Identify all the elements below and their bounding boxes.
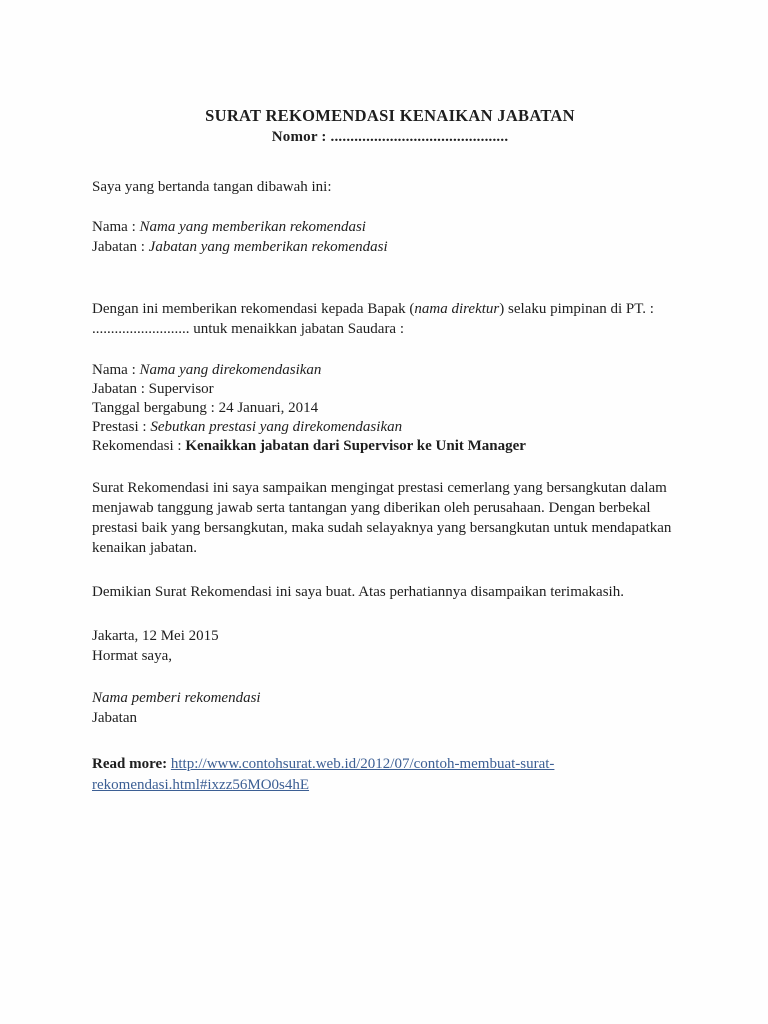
document-title: SURAT REKOMENDASI KENAIKAN JABATAN xyxy=(205,106,575,125)
nomor-dotted-blank: ............................................. xyxy=(330,129,509,145)
read-more-line xyxy=(92,754,688,796)
tanggal-label: Tanggal bergabung : xyxy=(92,400,219,416)
candidate-join-date-line xyxy=(92,399,688,418)
candidate-recommendation-line xyxy=(92,437,688,456)
jabatan-label: Jabatan : xyxy=(92,239,149,255)
candidate-jabatan-value: Supervisor xyxy=(148,381,214,397)
candidate-nama-value: Nama yang direkomendasikan xyxy=(139,362,322,378)
intro-text-2: ) selaku pimpinan di PT. : xyxy=(499,301,654,317)
candidate-nama-label: Nama : xyxy=(92,362,140,378)
intro-text-3: untuk menaikkan jabatan Saudara : xyxy=(193,321,405,337)
candidate-identity-block xyxy=(92,361,688,456)
closing-salutation: Hormat saya, xyxy=(92,648,172,664)
candidate-achievement-line xyxy=(92,418,688,437)
rekomendasi-label: Rekomendasi : xyxy=(92,438,186,454)
intro-text-1: Dengan ini memberikan rekomendasi kepada Bapak ( xyxy=(92,301,415,317)
recommendation-intro xyxy=(92,299,688,339)
signature-block xyxy=(92,688,688,728)
intro-director-placeholder: nama direktur xyxy=(414,301,500,317)
candidate-jabatan-label: Jabatan : xyxy=(92,381,149,397)
prestasi-value: Sebutkan prestasi yang direkomendasikan xyxy=(150,419,403,435)
read-more-label: Read more: xyxy=(92,756,171,772)
rekomendasi-value: Kenaikkan jabatan dari Supervisor ke Unit Manager xyxy=(185,438,526,454)
tanggal-value: 24 Januari, 2014 xyxy=(218,400,319,416)
candidate-title-line xyxy=(92,380,688,399)
recommender-name-line xyxy=(92,217,688,237)
body-paragraph-2: Demikian Surat Rekomendasi ini saya buat. Atas perhatiannya disampaikan terimakasih. xyxy=(92,584,624,600)
signer-title: Jabatan xyxy=(92,710,137,726)
jabatan-value: Jabatan yang memberikan rekomendasi xyxy=(148,239,388,255)
opening-salutation: Saya yang bertanda tangan dibawah ini: xyxy=(92,179,332,195)
nama-label: Nama : xyxy=(92,219,140,235)
candidate-name-line xyxy=(92,361,688,380)
nama-value: Nama yang memberikan rekomendasi xyxy=(139,219,366,235)
recommender-identity-block xyxy=(92,217,688,257)
document-number-line xyxy=(92,127,688,147)
document-header xyxy=(92,105,688,147)
recommender-title-line xyxy=(92,237,688,257)
nomor-label: Nomor : xyxy=(271,129,331,145)
signer-name: Nama pemberi rekomendasi xyxy=(92,690,261,706)
body-paragraph-1: Surat Rekomendasi ini saya sampaikan mengingat prestasi cemerlang yang bersangkutan dalam menjawab tanggung jawab serta tantangan yang diberikan oleh perusahaan. Dengan berbekal prestasi baik yang bersangkutan, maka sudah selayaknya yang bersangkutan untuk mendapatkan kenaikan jabatan. xyxy=(92,480,672,556)
prestasi-label: Prestasi : xyxy=(92,419,151,435)
read-more-link[interactable]: http://www.contohsurat.web.id/2012/07/contoh-membuat-surat-rekomendasi.html#ixzz56MO0s4hE xyxy=(92,756,555,793)
closing-block xyxy=(92,626,688,666)
intro-dotted-blank: .......................... xyxy=(92,321,194,337)
city-date-line: Jakarta, 12 Mei 2015 xyxy=(92,628,219,644)
